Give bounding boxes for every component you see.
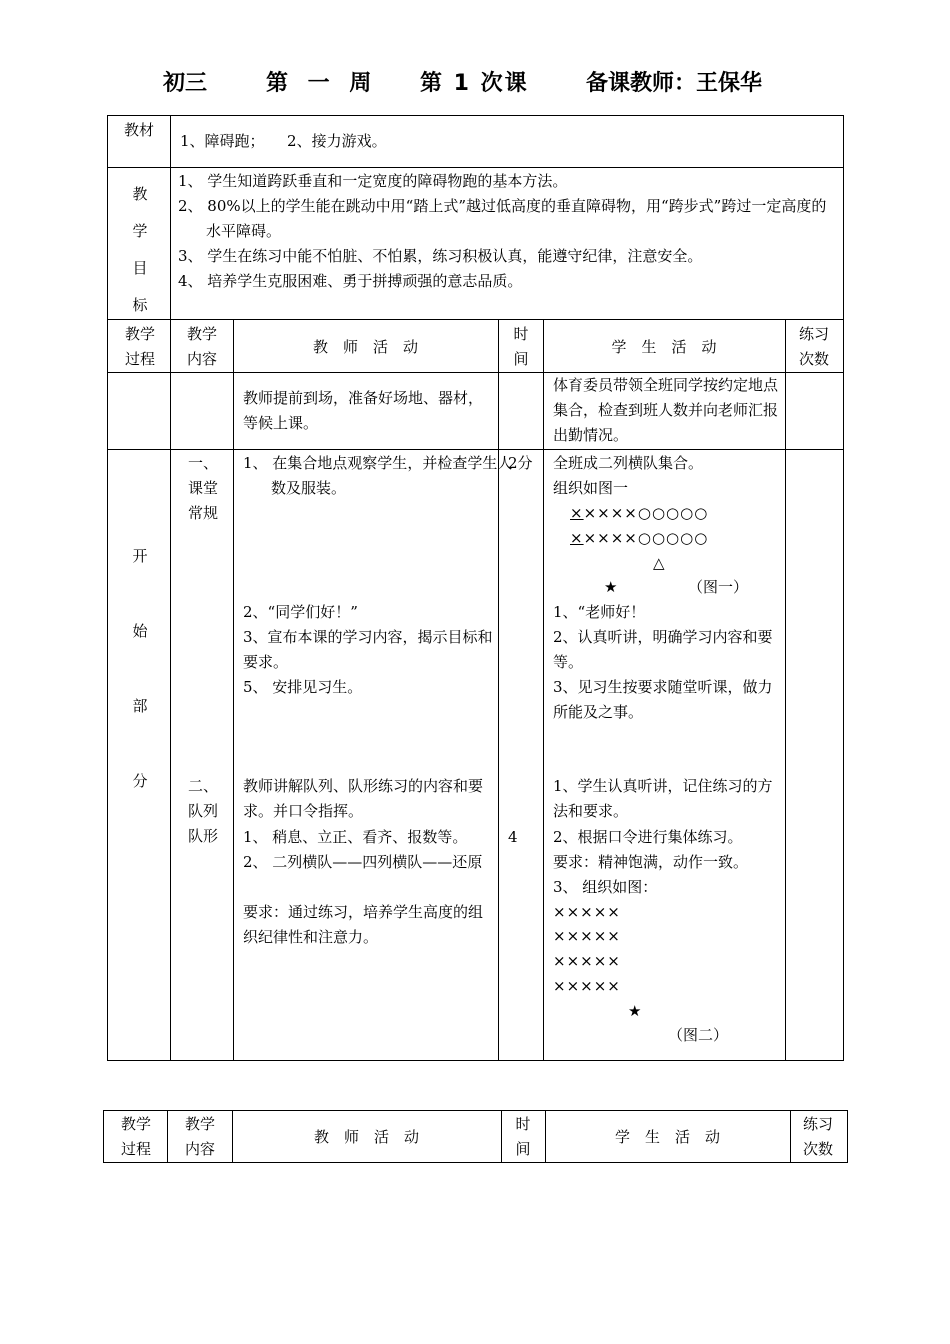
time-routine: 2分 — [508, 454, 533, 472]
figure-two-row: ××××× — [553, 903, 621, 921]
col-student: 学 生 活 动 — [614, 1128, 720, 1146]
teacher-routine-2: 2、“同学们好！” — [243, 603, 358, 621]
figure-two-caption: （图二） — [668, 1026, 729, 1044]
objectives-list — [178, 169, 836, 294]
content-routine: 一、课堂常规 — [188, 454, 219, 522]
objectives-label: 教学目标 — [132, 185, 148, 314]
objective-item: 3、 学生在练习中能不怕脏、不怕累，练习积极认真，能遵守纪律，注意安全。 — [178, 247, 703, 265]
figure-one-row2: ×××××○○○○○ — [570, 529, 709, 547]
teacher-routine-5: 5、 安排见习生。 — [243, 678, 363, 696]
objective-item: 4、 培养学生克服困难、勇于拼搏顽强的意志品质。 — [178, 272, 523, 290]
col-process: 教学过程 — [120, 1115, 151, 1158]
section-start-label: 开始部分 — [132, 547, 148, 790]
objective-item: 2、 80%以上的学生能在跳动中用“踏上式”越过低高度的垂直障碍物，用“跨步式”跨过一定高度的水平障碍。 — [178, 197, 827, 240]
figure-two-row: ××××× — [553, 977, 621, 995]
student-formation-3: 3、 组织如图： — [553, 878, 658, 896]
teacher-formation-intro: 教师讲解队列、队形练习的内容和要求。并口令指挥。 — [243, 777, 484, 820]
student-routine-org: 组织如图一 — [553, 479, 629, 497]
figure-one-row1: ×××××○○○○○ — [570, 504, 709, 522]
star-icon: ★ — [604, 578, 618, 596]
col-time: 时间 — [513, 325, 529, 368]
student-routine-3: 3、见习生按要求随堂听课，做力所能及之事。 — [553, 678, 773, 721]
student-formation-1: 1、学生认真听讲，记住练习的方法和要求。 — [553, 777, 773, 820]
student-routine-2: 2、认真听讲，明确学习内容和要等。 — [553, 628, 773, 671]
teacher-routine-1: 1、 在集合地点观察学生，并检查学生人数及服装。 — [243, 454, 513, 497]
teacher-routine-3: 3、宣布本课的学习内容，揭示目标和要求。 — [243, 628, 493, 671]
col-teacher: 教 师 活 动 — [312, 338, 418, 356]
teacher-formation-req: 要求：通过练习，培养学生高度的组织纪律性和注意力。 — [243, 903, 484, 946]
prep-teacher: 教师提前到场，准备好场地、器材，等候上课。 — [243, 389, 484, 432]
col-teacher: 教 师 活 动 — [313, 1128, 419, 1146]
figure-two-row: ××××× — [553, 927, 621, 945]
content-formation: 二、队列队形 — [188, 777, 219, 845]
time-formation: 4 — [508, 828, 518, 846]
grade: 初三 — [163, 71, 208, 96]
lesson-number: 第 1 次课 — [420, 71, 529, 96]
lesson-plan-table — [107, 115, 844, 1061]
student-routine-1: 1、“老师好！ — [553, 603, 646, 621]
student-routine-intro: 全班成二列横队集合。 — [553, 454, 704, 472]
col-process: 教学过程 — [124, 325, 155, 368]
page-title — [0, 66, 950, 100]
student-formation-req: 要求：精神饱满，动作一致。 — [553, 853, 749, 871]
col-content: 教学内容 — [184, 1115, 215, 1158]
teacher-formation-2: 2、 二列横队——四列横队——还原 — [243, 853, 483, 871]
col-content: 教学内容 — [186, 325, 217, 368]
materials-label: 教材 — [123, 121, 154, 139]
figure-one-caption: （图一） — [688, 578, 749, 596]
teacher-name: 备课教师：王保华 — [586, 71, 763, 96]
prep-student: 体育委员带领全班同学按约定地点集合，检查到班人数并向老师汇报出勤情况。 — [553, 376, 779, 444]
figure-two-row: ××××× — [553, 952, 621, 970]
col-reps: 练习次数 — [802, 1115, 833, 1158]
col-time: 时间 — [515, 1115, 531, 1158]
col-reps: 练习次数 — [798, 325, 829, 368]
week: 第 一 周 — [266, 71, 378, 96]
continuation-header-table — [103, 1110, 848, 1163]
col-student: 学 生 活 动 — [611, 338, 717, 356]
star-icon: ★ — [628, 1002, 642, 1020]
triangle-icon: △ — [653, 554, 665, 572]
teacher-formation-1: 1、 稍息、立正、看齐、报数等。 — [243, 828, 468, 846]
objective-item: 1、 学生知道跨跃垂直和一定宽度的障碍物跑的基本方法。 — [178, 172, 568, 190]
materials-content: 1、障碍跑； 2、接力游戏。 — [180, 132, 387, 150]
student-formation-2: 2、根据口令进行集体练习。 — [553, 828, 743, 846]
